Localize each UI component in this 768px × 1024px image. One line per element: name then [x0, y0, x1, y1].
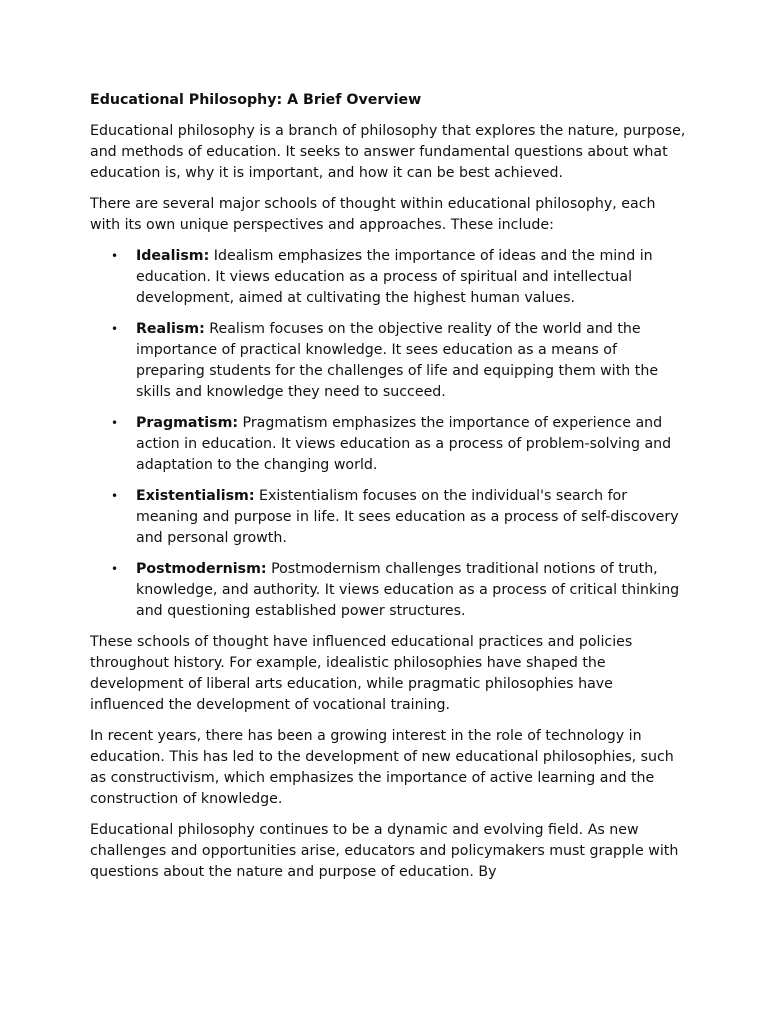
bullet-icon: • — [111, 489, 119, 503]
term-realism: Realism: — [136, 321, 205, 337]
description-pragmatism: Pragmatism emphasizes the importance of experience and action in education. It views education as a process of problem-solving and adaptation to the changing world. — [136, 415, 672, 473]
closing-paragraph-1: These schools of thought have influenced educational practices and policies throughout history. For example, idealistic philosophies have shaped the development of liberal arts education, while pragmatic philosophies have influenced the development of vocational training. — [90, 634, 633, 713]
bullet-icon: • — [111, 322, 119, 336]
term-idealism: Idealism: — [136, 248, 210, 264]
list-item-idealism — [90, 246, 690, 309]
intro-paragraph-1: Educational philosophy is a branch of philosophy that explores the nature, purpose, and methods of education. It seeks to answer fundamental questions about what education is, why it is important, and how it can be best achieved. — [90, 123, 686, 181]
bullet-icon: • — [111, 562, 119, 576]
list-item-postmodernism — [90, 559, 690, 622]
closing-paragraph-2: In recent years, there has been a growing interest in the role of technology in education. This has led to the development of new educational philosophies, such as constructivism, which emphasizes the importance of active learning and the construction of knowledge. — [90, 728, 674, 807]
document-title: Educational Philosophy: A Brief Overview — [90, 92, 422, 108]
description-existentialism: Existentialism focuses on the individual's search for meaning and purpose in life. It sees education as a process of self-discovery and personal growth. — [136, 488, 679, 546]
description-realism: Realism focuses on the objective reality of the world and the importance of practical knowledge. It sees education as a means of preparing students for the challenges of life and equipping them with the skills and knowledge they need to succeed. — [136, 321, 659, 400]
closing-paragraph-3: Educational philosophy continues to be a dynamic and evolving field. As new challenges and opportunities arise, educators and policymakers must grapple with questions about the nature and purpose of education. By — [90, 822, 679, 880]
term-existentialism: Existentialism: — [136, 488, 255, 504]
list-item-pragmatism — [90, 413, 690, 476]
description-postmodernism: Postmodernism challenges traditional notions of truth, knowledge, and authority. It views education as a process of critical thinking and questioning established power structures. — [136, 561, 680, 619]
list-item-existentialism — [90, 486, 690, 549]
list-item-realism — [90, 319, 690, 403]
term-pragmatism: Pragmatism: — [136, 415, 239, 431]
document-page — [90, 90, 690, 893]
description-idealism: Idealism emphasizes the importance of ideas and the mind in education. It views education as a process of spiritual and intellectual development, aimed at cultivating the highest human values. — [136, 248, 653, 306]
bullet-icon: • — [111, 249, 119, 263]
term-postmodernism: Postmodernism: — [136, 561, 267, 577]
schools-list — [90, 246, 690, 622]
bullet-icon: • — [111, 416, 119, 430]
intro-paragraph-2: There are several major schools of thought within educational philosophy, each with its own unique perspectives and approaches. These include: — [90, 196, 656, 233]
